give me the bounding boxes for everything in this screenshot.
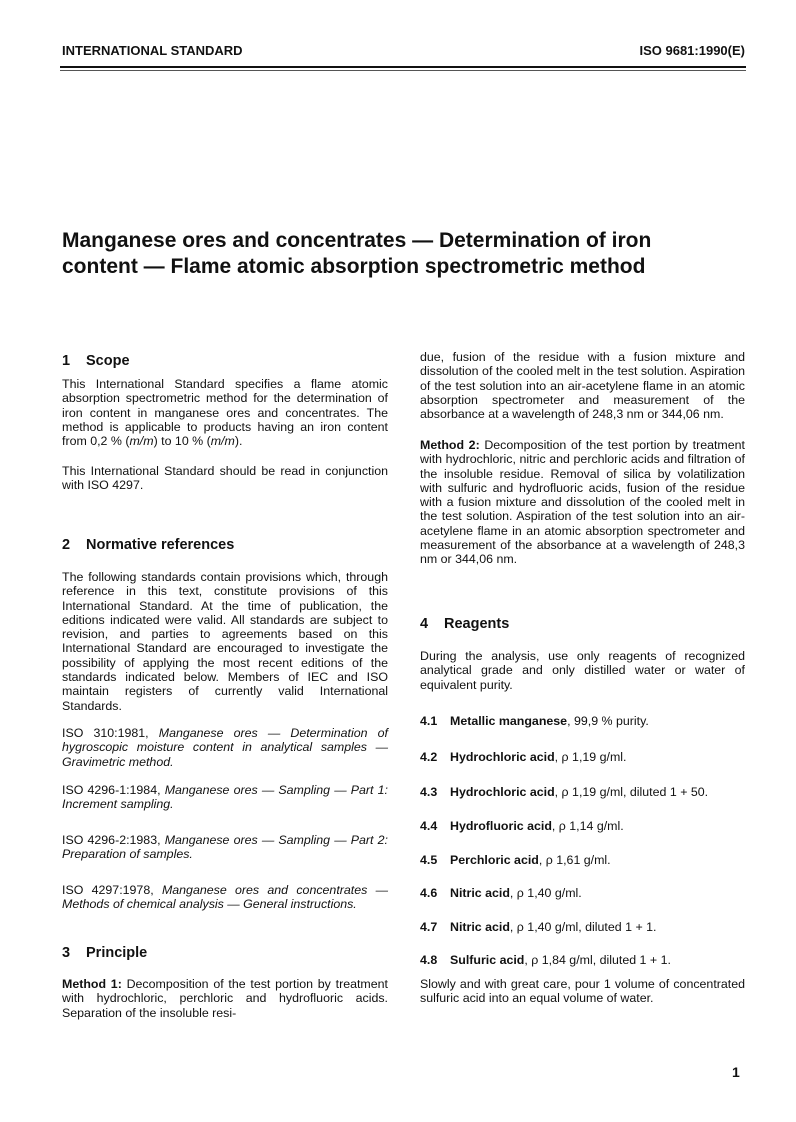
title-line: content — Flame atomic absorption spectrometric method — [62, 255, 646, 278]
document-title — [62, 228, 742, 280]
scope-paragraph-2: This International Standard should be read in conjunction with ISO 4297. — [62, 464, 388, 493]
reagent-item: 4.2 Hydrochloric acid, ρ 1,19 g/ml. — [420, 750, 627, 764]
reagent-item: 4.1 Metallic manganese, 99,9 % purity. — [420, 714, 649, 728]
section-heading-scope: 1 Scope — [62, 353, 130, 369]
reagent-item: 4.7 Nitric acid, ρ 1,40 g/ml, diluted 1 + 1. — [420, 920, 657, 934]
header-left: INTERNATIONAL STANDARD — [62, 43, 243, 58]
reagent-item: 4.4 Hydrofluoric acid, ρ 1,14 g/ml. — [420, 819, 624, 833]
title-line: Manganese ores and concentrates — Determination of iron — [62, 229, 652, 252]
method-1-paragraph: Method 1: Decomposition of the test portion by treatment with hydrochloric, perchloric and hydrofluoric acids. Separation of the insoluble resi- — [62, 977, 388, 1020]
scope-paragraph: This International Standard specifies a flame atomic absorption spectrometric method for the determination of iron content in manganese ores and concentrates. The method is applicable to products having an iron content from 0,2 % (m/m) to 10 % (m/m). — [62, 377, 388, 449]
sulfuric-acid-note: Slowly and with great care, pour 1 volume of concentrated sulfuric acid into an equal volume of water. — [420, 977, 745, 1006]
reagent-item: 4.6 Nitric acid, ρ 1,40 g/ml. — [420, 886, 582, 900]
method-2-paragraph: Method 2: Decomposition of the test portion by treatment with hydrochloric, nitric and perchloric acids and filtration of the insoluble residue. Removal of silica by volatilization with sulfuric and hydrofluoric acids, fusion of the residue with a fusion mixture and dissolution of the cooled melt in the test solution. Aspiration of the test solution into an air-acetylene flame in an atomic absorption spectrometer and measurement of the absorbance at a wavelength of 248,3 nm or 344,06 nm. — [420, 438, 745, 567]
header-right: ISO 9681:1990(E) — [639, 43, 745, 58]
section-heading-reagents: 4 Reagents — [420, 616, 510, 632]
reference-item: ISO 4296-1:1984, Manganese ores — Sampling — Part 1: Increment sampling. — [62, 783, 388, 812]
reference-item: ISO 4297:1978, Manganese ores and concentrates — Methods of chemical analysis — General instructions. — [62, 883, 388, 912]
normative-paragraph: The following standards contain provisions which, through reference in this text, constitute provisions of this International Standard. At the time of publication, the editions indicated were valid. All standards are subject to revision, and parties to agreements based on this International Standard are encouraged to investigate the possibility of applying the most recent editions of the standards indicated below. Members of IEC and ISO maintain registers of currently valid International Standards. — [62, 570, 388, 713]
reference-item: ISO 4296-2:1983, Manganese ores — Sampling — Part 2: Preparation of samples. — [62, 833, 388, 862]
section-heading-principle: 3 Principle — [62, 945, 148, 961]
header-rule — [60, 66, 746, 68]
header-rule-thin — [60, 70, 746, 71]
reagent-item: 4.5 Perchloric acid, ρ 1,61 g/ml. — [420, 853, 611, 867]
reference-item: ISO 310:1981, Manganese ores — Determination of hygroscopic moisture content in analytical samples — Gravimetric method. — [62, 726, 388, 769]
reagents-paragraph: During the analysis, use only reagents of recognized analytical grade and only distilled water or water of equivalent purity. — [420, 649, 745, 692]
method-1-continued: due, fusion of the residue with a fusion mixture and dissolution of the cooled melt in the test solution. Aspiration of the test solution into an air-acetylene flame in an atomic absorption spectrometer and measurement of the absorbance at a wavelength of 248,3 nm or 344,06 nm. — [420, 350, 745, 422]
page-number: 1 — [732, 1064, 740, 1080]
section-heading-normative-references: 2 Normative references — [62, 537, 235, 553]
reagent-item: 4.8 Sulfuric acid, ρ 1,84 g/ml, diluted 1 + 1. — [420, 953, 671, 967]
reagent-item: 4.3 Hydrochloric acid, ρ 1,19 g/ml, diluted 1 + 50. — [420, 785, 709, 799]
